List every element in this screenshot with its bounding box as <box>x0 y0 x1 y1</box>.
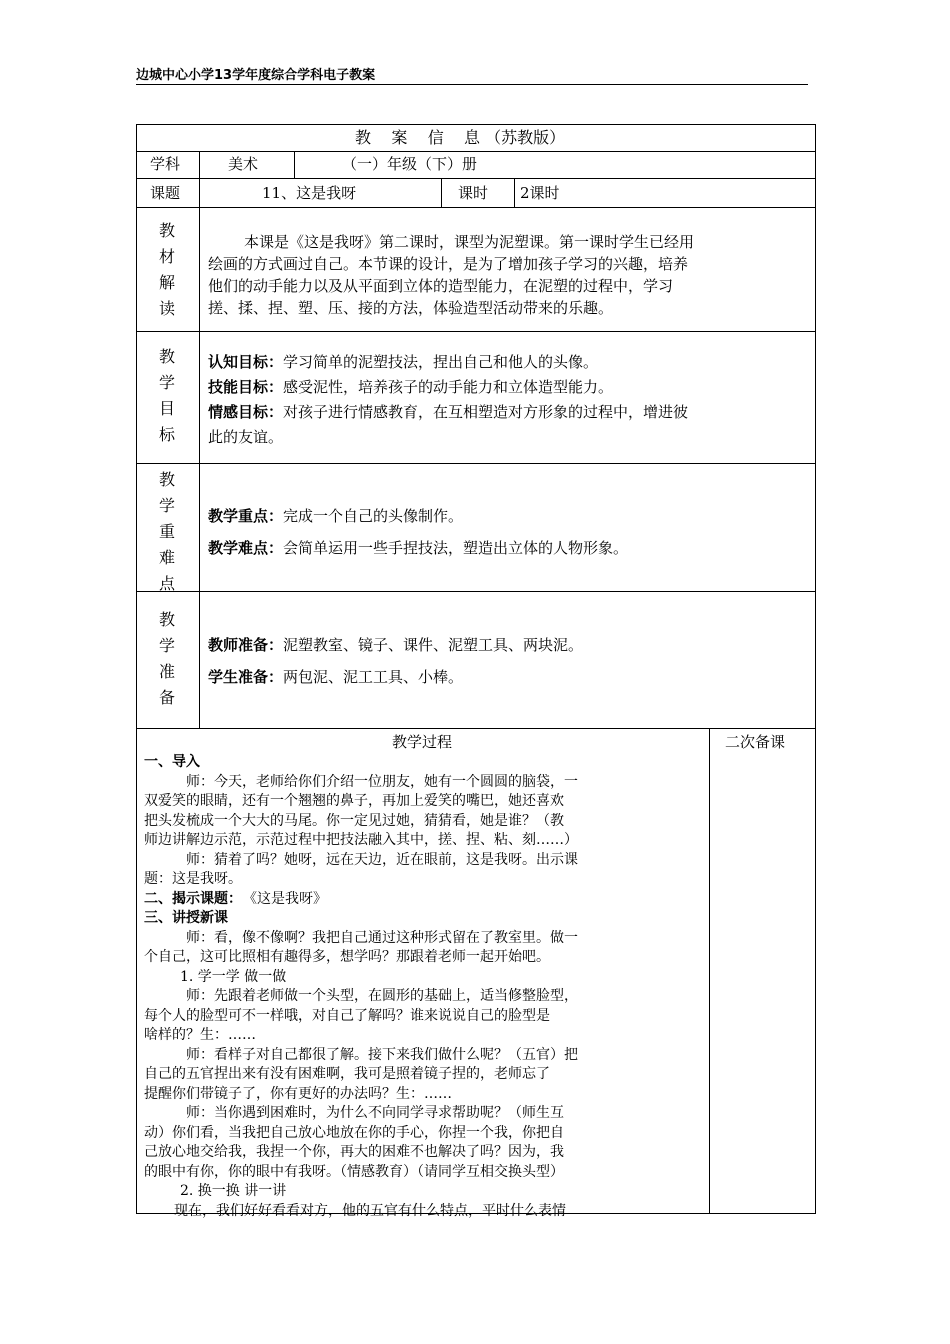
col-divider <box>514 178 515 207</box>
process-heading: 教学过程 <box>392 733 453 751</box>
material-text: 本课是《这是我呀》第二课时，课型为泥塑课。第一课时学生已经用 绘画的方式画过自己。本节课的设计，是为了增加孩子学习的兴趣，培养 他们的动手能力以及从平面到立体的造型能力，在泥塑的过程中，学习 搓、揉、捏、塑、压、接的方法，体验造型活动带来的乐趣。 <box>208 233 695 317</box>
col-divider <box>199 151 200 728</box>
col-divider <box>294 151 295 178</box>
goals-text: 认知目标：学习简单的泥塑技法，捏出自己和他人的头像。 技能目标：感受泥性，培养孩子的动手能力和立体造型能力。 情感目标：对孩子进行情感教育，在互相塑造对方形象的过程中，增进彼 此的友谊。 <box>208 353 689 446</box>
row-divider <box>136 151 816 152</box>
process-body: 一、导入 师：今天，老师给你们介绍一位朋友，她有一个圆圆的脑袋，一 双爱笑的眼睛，还有一个翘翘的鼻子，再加上爱笑的嘴巴，她还喜欢 把头发梳成一个大大的马尾。你一定见过她，猜猜看，她是谁？（教 师边讲解边示范，示范过程中把技法融入其中，搓、捏、粘、刻……） 师：猜着了吗？她呀，远在天边，近在眼前，这是我呀。出示课 题：这是我呀。 二、揭示课题： 《这是我呀》 三、讲授新课 师：看，像不像啊？我把自己通过这种形式留在了教室里。做一 个自己，这可比照相有趣得多，想学吗？那跟着老师一起开始吧。 1. 学一学 做一做 师：先跟着老师做一个头型，在圆形的基础上，适当修整脸型， 每个人的脸型可不一样哦，对自己了解吗？谁来说说自己的脸型是 啥样的？生：…… 师：看样子对自己都很了解。接下来我们做什么呢？（五官）把 自己的五官捏出来有没有困难啊，我可是照着镜子捏的，老师忘了 提醒你们带镜子了，你有更好的办法吗？生：…… 师：当你遇到困难时，为什么不向同学寻求帮助呢？（师生互 动）你们看，当我把自己放心地放在你的手心，你捏一个我，你把自 己放心地交给我，我捏一个你，再大的困难不也解决了吗？因为，我 的眼中有你，你的眼中有我呀。（情感教育）（请同学互相交换头型） 2. 换一换 讲一讲 现在，我们好好看看对方，他的五官有什么特点，平时什么表情 <box>144 754 578 1219</box>
topic-label: 课题 <box>150 184 181 202</box>
topic-value: 11、这是我呀 <box>262 184 357 202</box>
header-rule <box>136 84 808 85</box>
school-header: 边城中心小学13学年度综合学科电子教案 <box>136 68 376 83</box>
row-divider <box>136 728 816 729</box>
material-label: 教 材 解 读 <box>158 221 175 318</box>
subject-label: 学科 <box>150 155 181 173</box>
row-divider <box>136 463 816 464</box>
keypoints-text: 教学重点：完成一个自己的头像制作。 教学难点：会简单运用一些手捏技法，塑造出立体的人物形象。 <box>208 507 629 557</box>
prep-label: 教 学 准 备 <box>158 610 175 707</box>
keypoints-label: 教 学 重 难 点 <box>158 470 175 593</box>
prep-text: 教师准备：泥塑教室、镜子、课件、泥塑工具、两块泥。 学生准备：两包泥、泥工工具、小棒。 <box>208 636 584 686</box>
grade-text: （一）年级（下）册 <box>342 155 478 173</box>
hours-value: 2课时 <box>520 184 560 202</box>
row-divider <box>136 331 816 332</box>
col-divider <box>709 728 710 1214</box>
second-prep-heading: 二次备课 <box>725 733 786 751</box>
col-divider <box>441 178 442 207</box>
goals-label: 教 学 目 标 <box>158 347 175 444</box>
row-divider <box>136 178 816 179</box>
row-divider <box>136 207 816 208</box>
subject-value: 美术 <box>228 155 259 173</box>
info-title: 教 案 信 息 （苏教版） <box>355 128 566 147</box>
row-divider <box>136 591 816 592</box>
hours-label: 课时 <box>458 184 489 202</box>
